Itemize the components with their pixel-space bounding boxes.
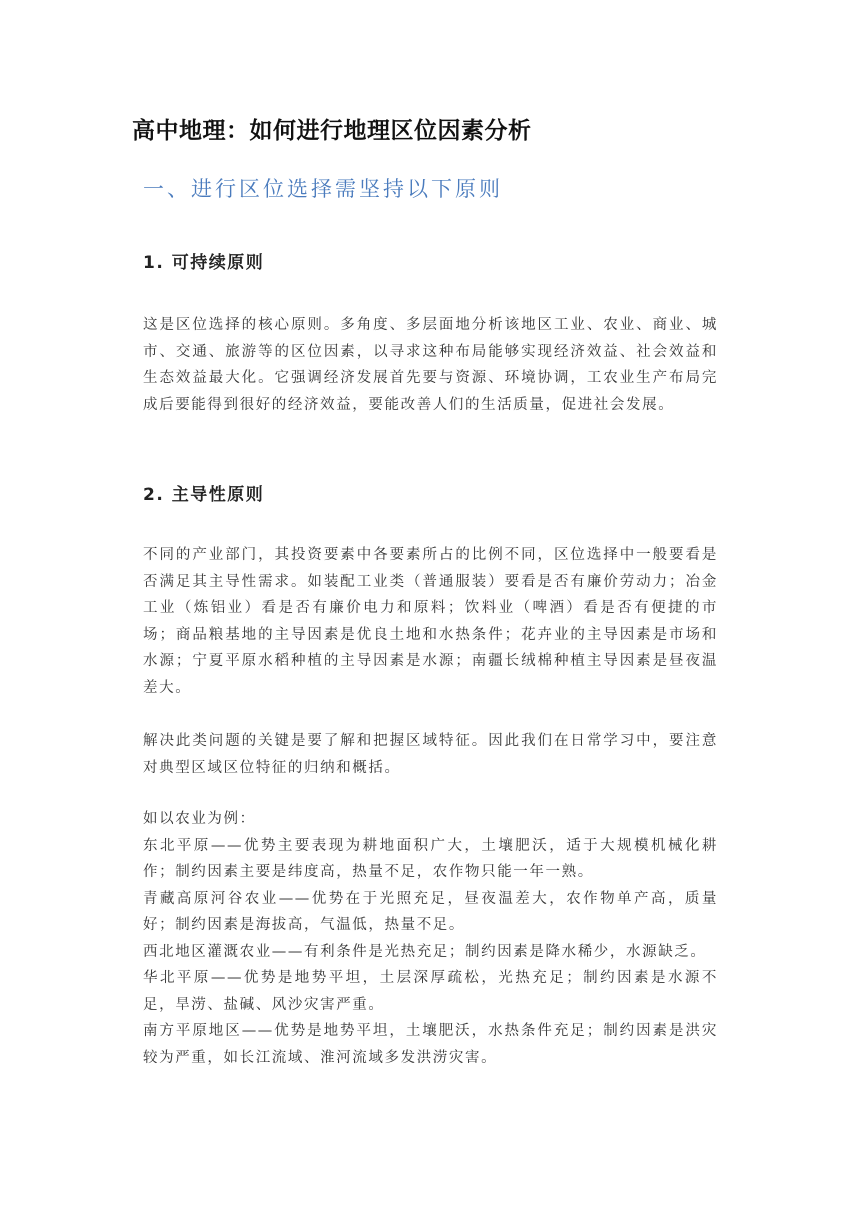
section-heading-principles: 一、进行区位选择需坚持以下原则 [143,177,503,201]
paragraph-dominance: 不同的产业部门，其投资要素中各要素所占的比例不同，区位选择中一般要看是否满足其主导性需求。如装配工业类（普通服装）要看是否有廉价劳动力；冶金工业（炼铝业）看是否有廉价电力和原料；饮料业（啤酒）看是否有便捷的市场；商品粮基地的主导因素是优良土地和水热条件；花卉业的主导因素是市场和水源；宁夏平原水稻种植的主导因素是水源；南疆长绒棉种植主导因素是昼夜温差大。 [143,547,718,696]
list-item-northwest-irrigation: 西北地区灌溉农业——有利条件是光热充足；制约因素是降水稀少，水源缺乏。 [143,943,707,960]
examples-intro: 如以农业为例： [143,811,256,827]
agriculture-examples-list [143,806,718,1071]
document-title: 高中地理：如何进行地理区位因素分析 [132,118,532,144]
subheading-dominance-principle: 2. 主导性原则 [143,485,265,505]
list-item-northeast-plain: 东北平原——优势主要表现为耕地面积广大，土壤肥沃，适于大规模机械化耕作；制约因素主要是纬度高，热量不足，农作物只能一年一熟。 [143,837,718,880]
list-item-south-plains: 南方平原地区——优势是地势平坦，土壤肥沃，水热条件充足；制约因素是洪灾较为严重，如长江流域、淮河流域多发洪涝灾害。 [143,1023,718,1066]
paragraph-sustainability: 这是区位选择的核心原则。多角度、多层面地分析该地区工业、农业、商业、城市、交通、旅游等的区位因素，以寻求这种布局能够实现经济效益、社会效益和生态效益最大化。它强调经济发展首先要与资源、环境协调，工农业生产布局完成后要能得到很好的经济效益，要能改善人们的生活质量，促进社会发展。 [143,317,718,413]
list-item-tibet-valley: 青藏高原河谷农业——优势在于光照充足，昼夜温差大，农作物单产高，质量好；制约因素是海拔高，气温低，热量不足。 [143,890,718,933]
subheading-sustainability-principle: 1. 可持续原则 [143,253,265,273]
list-item-north-china-plain: 华北平原——优势是地势平坦，土层深厚疏松，光热充足；制约因素是水源不足，旱涝、盐碱、风沙灾害严重。 [143,970,718,1013]
paragraph-key-to-solution: 解决此类问题的关键是要了解和把握区域特征。因此我们在日常学习中，要注意对典型区域区位特征的归纳和概括。 [143,733,718,776]
